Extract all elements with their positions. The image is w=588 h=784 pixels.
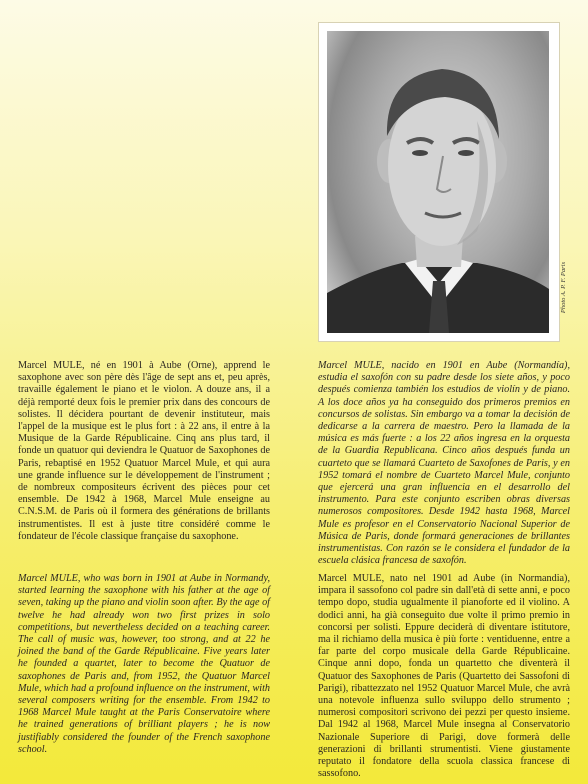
biography-spanish: Marcel MULE, nacido en 1901 en Aube (Normandía), estudia el saxofón con su padre desde los siete años, y poco después comienza también los estudios de violín y de piano. A los doce años ya ha conseguido dos primeros premios en concursos de solistas. Sin embargo va a tomar la decisión de dedicarse a la carrera de maestro. Pero la llamada de la música es más fuerte : a los 22 años ingresa en la orquesta de la Guardia Republicana. Cinco años después funda un cuarteto que se llamará Cuarteto de Saxofones de Paris, y en 1952 tomará el nombre de Cuarteto Marcel Mule, conjunto que ejercerá una gran influencia en el desarrollo del instrumento. Para este conjunto escriben obras diversas numerosos compositores. Desde 1942 hasta 1968, Marcel Mule es profesor en el Conservatorio Nacional Superior de Música de Paris, donde formará generaciones de brillantes instrumentistas. Con razón se le considera el fundador de la escuela clásica francesa de saxofón. (318, 360, 570, 567)
portrait-photo-frame (318, 22, 560, 342)
biography-italian: Marcel MULE, nato nel 1901 ad Aube (in Normandia), impara il sassofono col padre sin dall'età di sette anni, e poco tempo dopo, studia ugualmente il pianoforte ed il violino. A dodici anni, ha già conseguito due volte il primo premio in concorsi per solisti. Eppure deciderà di diventare istitutore, ma il richiamo della musica è più forte : ventiduenne, entre a far parte del corpo musicale della Garde Républicaine. Cinque anni dopo, fonda un quartetto che diventerà il Quatuor des Saxophones de Paris (Quartetto dei Sassofoni di Parigi), ribattezzato nel 1952 Quatuor Marcel Mule, che avrà una notevole influenza sullo sviluppo dello strumento ; numerosi compositori scrivono dei pezzi per questo insieme. Dal 1942 al 1968, Marcel Mule insegna al Conservatorio Nazionale Superiore di Parigi, dove formerà delle generazioni di brillanti strumentisti. Viene giustamente reputato il fondatore della scuola classica francese di sassofono. (318, 573, 570, 780)
portrait-illustration (327, 31, 549, 333)
biography-english: Marcel MULE, who was born in 1901 at Aube in Normandy, started learning the saxophone with his father at the age of seven, taking up the piano and violin soon after. By the age of twelve he had already won two first prizes in solo competitions, but nevertheless decided on a teaching career. The call of music was, however, too strong, and at 22 he joined the band of the Garde Républicaine. Five years later he founded a quartet, later to become the Quatuor de saxophones de Paris and, from 1952, the Quatuor Marcel Mule, which had a profound influence on the instrument, with several composers writing for the ensemble. From 1942 to 1968 Marcel Mule taught at the Paris Conservatoire where he trained generations of brilliant players ; he is now justifiably considered the founder of the French saxophone school. (18, 573, 270, 755)
portrait-photo (327, 31, 549, 333)
photo-credit: Photo A. P. F. Paris (560, 262, 567, 314)
biography-french: Marcel MULE, né en 1901 à Aube (Orne), apprend le saxophone avec son père dès l'âge de sept ans et, peu après, travaille également le piano et le violon. A douze ans, il a déjà remporté deux fois le premier prix dans des concours de solistes. Il décidera pourtant de devenir instituteur, mais l'appel de la musique est le plus fort : à 22 ans, il entre à la Musique de la Garde Républicaine. Cinq ans plus tard, il fonde un quatuor qui deviendra le Quatuor de Saxophones de Paris, rebaptisé en 1952 Quatuor Marcel Mule, et qui aura une grande influence sur le développement de l'instrument ; de nombreux compositeurs écrivent des pièces pour cet ensemble. De 1942 à 1968, Marcel Mule enseigne au C.N.S.M. de Paris où il formera des générations de brillants instrumentistes. Il est à juste titre considéré comme le fondateur de l'école classique française du saxophone. (18, 360, 270, 542)
